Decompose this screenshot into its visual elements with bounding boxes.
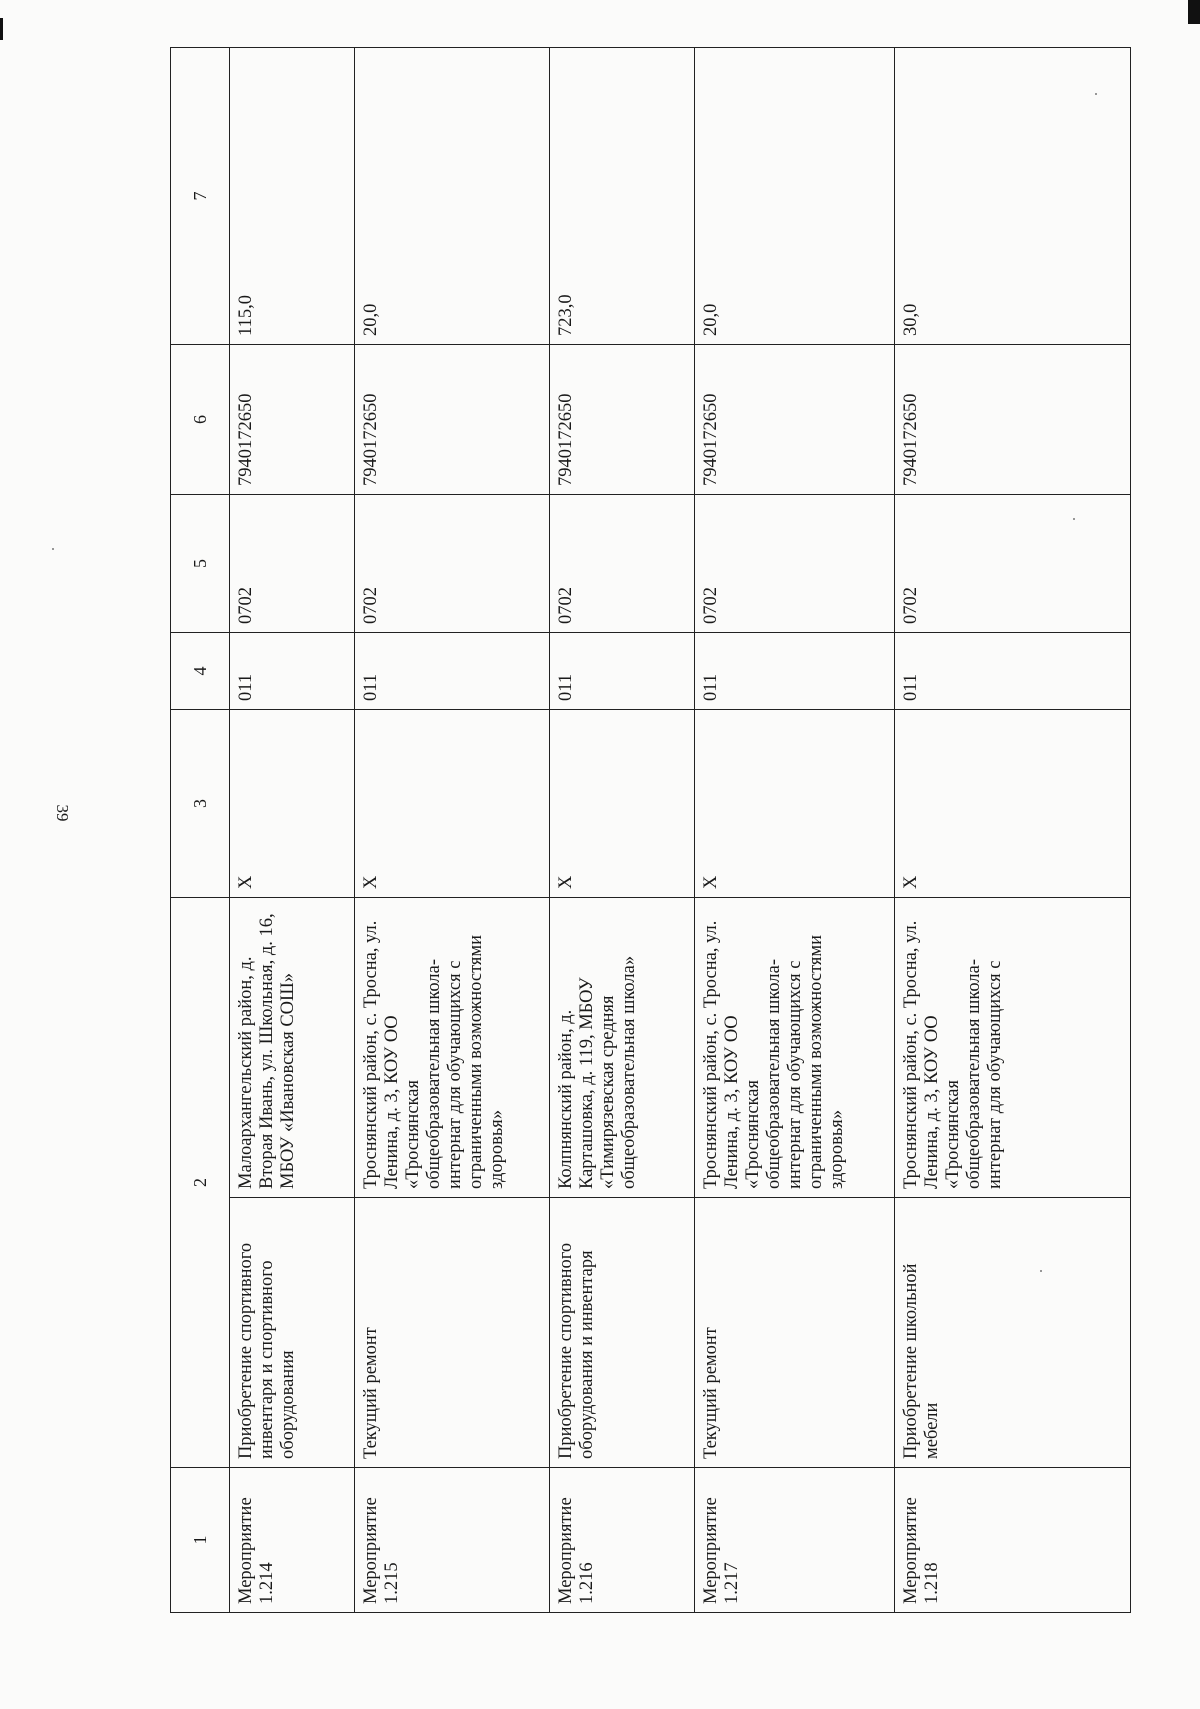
header-cell: 2 — [171, 898, 230, 1468]
table-header-row — [171, 48, 230, 1613]
address-cell: Колпнянский район, д. Карташовка, д. 119, МБОУ «Тимирязевская средняя общеобразовательная школа» — [550, 898, 695, 1198]
table-container — [170, 48, 1117, 1613]
address-cell: Троснянский район, с. Тросна, ул. Ленина, д. 3, КОУ ОО «Троснянская общеобразовательная школа-интернат для обучающихся с ограниченными возможностями здоровья» — [695, 898, 895, 1198]
table-row — [355, 48, 550, 1613]
header-cell: 1 — [171, 1468, 230, 1613]
header-cell: 6 — [171, 345, 230, 495]
event-name-cell: Приобретение спортивного оборудования и инвентаря — [550, 1198, 695, 1468]
table-row — [230, 48, 355, 1613]
col7-cell: 20,0 — [695, 48, 895, 345]
col6-cell: 7940172650 — [230, 345, 355, 495]
table-row — [695, 48, 895, 1613]
col5-cell: 0702 — [895, 495, 1131, 633]
table-row — [550, 48, 695, 1613]
col6-cell: 7940172650 — [695, 345, 895, 495]
col3-cell: X — [695, 710, 895, 898]
event-id-cell: Мероприятие 1.216 — [550, 1468, 695, 1613]
col4-cell: 011 — [230, 633, 355, 710]
col5-cell: 0702 — [695, 495, 895, 633]
event-id-cell: Мероприятие 1.217 — [695, 1468, 895, 1613]
col4-cell: 011 — [895, 633, 1131, 710]
event-id-cell: Мероприятие 1.218 — [895, 1468, 1131, 1613]
data-table — [170, 47, 1131, 1613]
table-row — [895, 48, 1131, 1613]
col7-cell: 723,0 — [550, 48, 695, 345]
col7-cell: 20,0 — [355, 48, 550, 345]
event-name-cell: Текущий ремонт — [695, 1198, 895, 1468]
col4-cell: 011 — [550, 633, 695, 710]
col5-cell: 0702 — [230, 495, 355, 633]
event-id-cell: Мероприятие 1.215 — [355, 1468, 550, 1613]
rotated-table — [170, 48, 1117, 1613]
scan-edge-mark — [1188, 0, 1200, 24]
address-cell: Троснянский район, с. Тросна, ул. Ленина, д. 3, КОУ ОО «Троснянская общеобразовательная школа-интернат для обучающихся с — [895, 898, 1131, 1198]
col5-cell: 0702 — [355, 495, 550, 633]
scan-speck — [52, 548, 54, 550]
address-cell: Троснянский район, с. Тросна, ул. Ленина, д. 3, КОУ ОО «Троснянская общеобразовательная школа-интернат для обучающихся с ограниченными возможностями здоровья» — [355, 898, 550, 1198]
col7-cell: 30,0 — [895, 48, 1131, 345]
col3-cell: X — [230, 710, 355, 898]
col4-cell: 011 — [695, 633, 895, 710]
page-number: 39 — [53, 804, 72, 822]
event-name-cell: Приобретение школьной мебели — [895, 1198, 1131, 1468]
scan-edge-mark — [0, 18, 3, 40]
col7-cell: 115,0 — [230, 48, 355, 345]
col6-cell: 7940172650 — [895, 345, 1131, 495]
col3-cell: X — [550, 710, 695, 898]
event-id-cell: Мероприятие 1.214 — [230, 1468, 355, 1613]
col6-cell: 7940172650 — [550, 345, 695, 495]
event-name-cell: Приобретение спортивного инвентаря и спортивного оборудования — [230, 1198, 355, 1468]
header-cell: 4 — [171, 633, 230, 710]
col3-cell: X — [355, 710, 550, 898]
col4-cell: 011 — [355, 633, 550, 710]
col5-cell: 0702 — [550, 495, 695, 633]
event-name-cell: Текущий ремонт — [355, 1198, 550, 1468]
header-cell: 3 — [171, 710, 230, 898]
col3-cell: X — [895, 710, 1131, 898]
col6-cell: 7940172650 — [355, 345, 550, 495]
header-cell: 7 — [171, 48, 230, 345]
header-cell: 5 — [171, 495, 230, 633]
address-cell: Малоархангельский район, д. Вторая Ивань, ул. Школьная, д. 16, МБОУ «Ивановская СОШ» — [230, 898, 355, 1198]
